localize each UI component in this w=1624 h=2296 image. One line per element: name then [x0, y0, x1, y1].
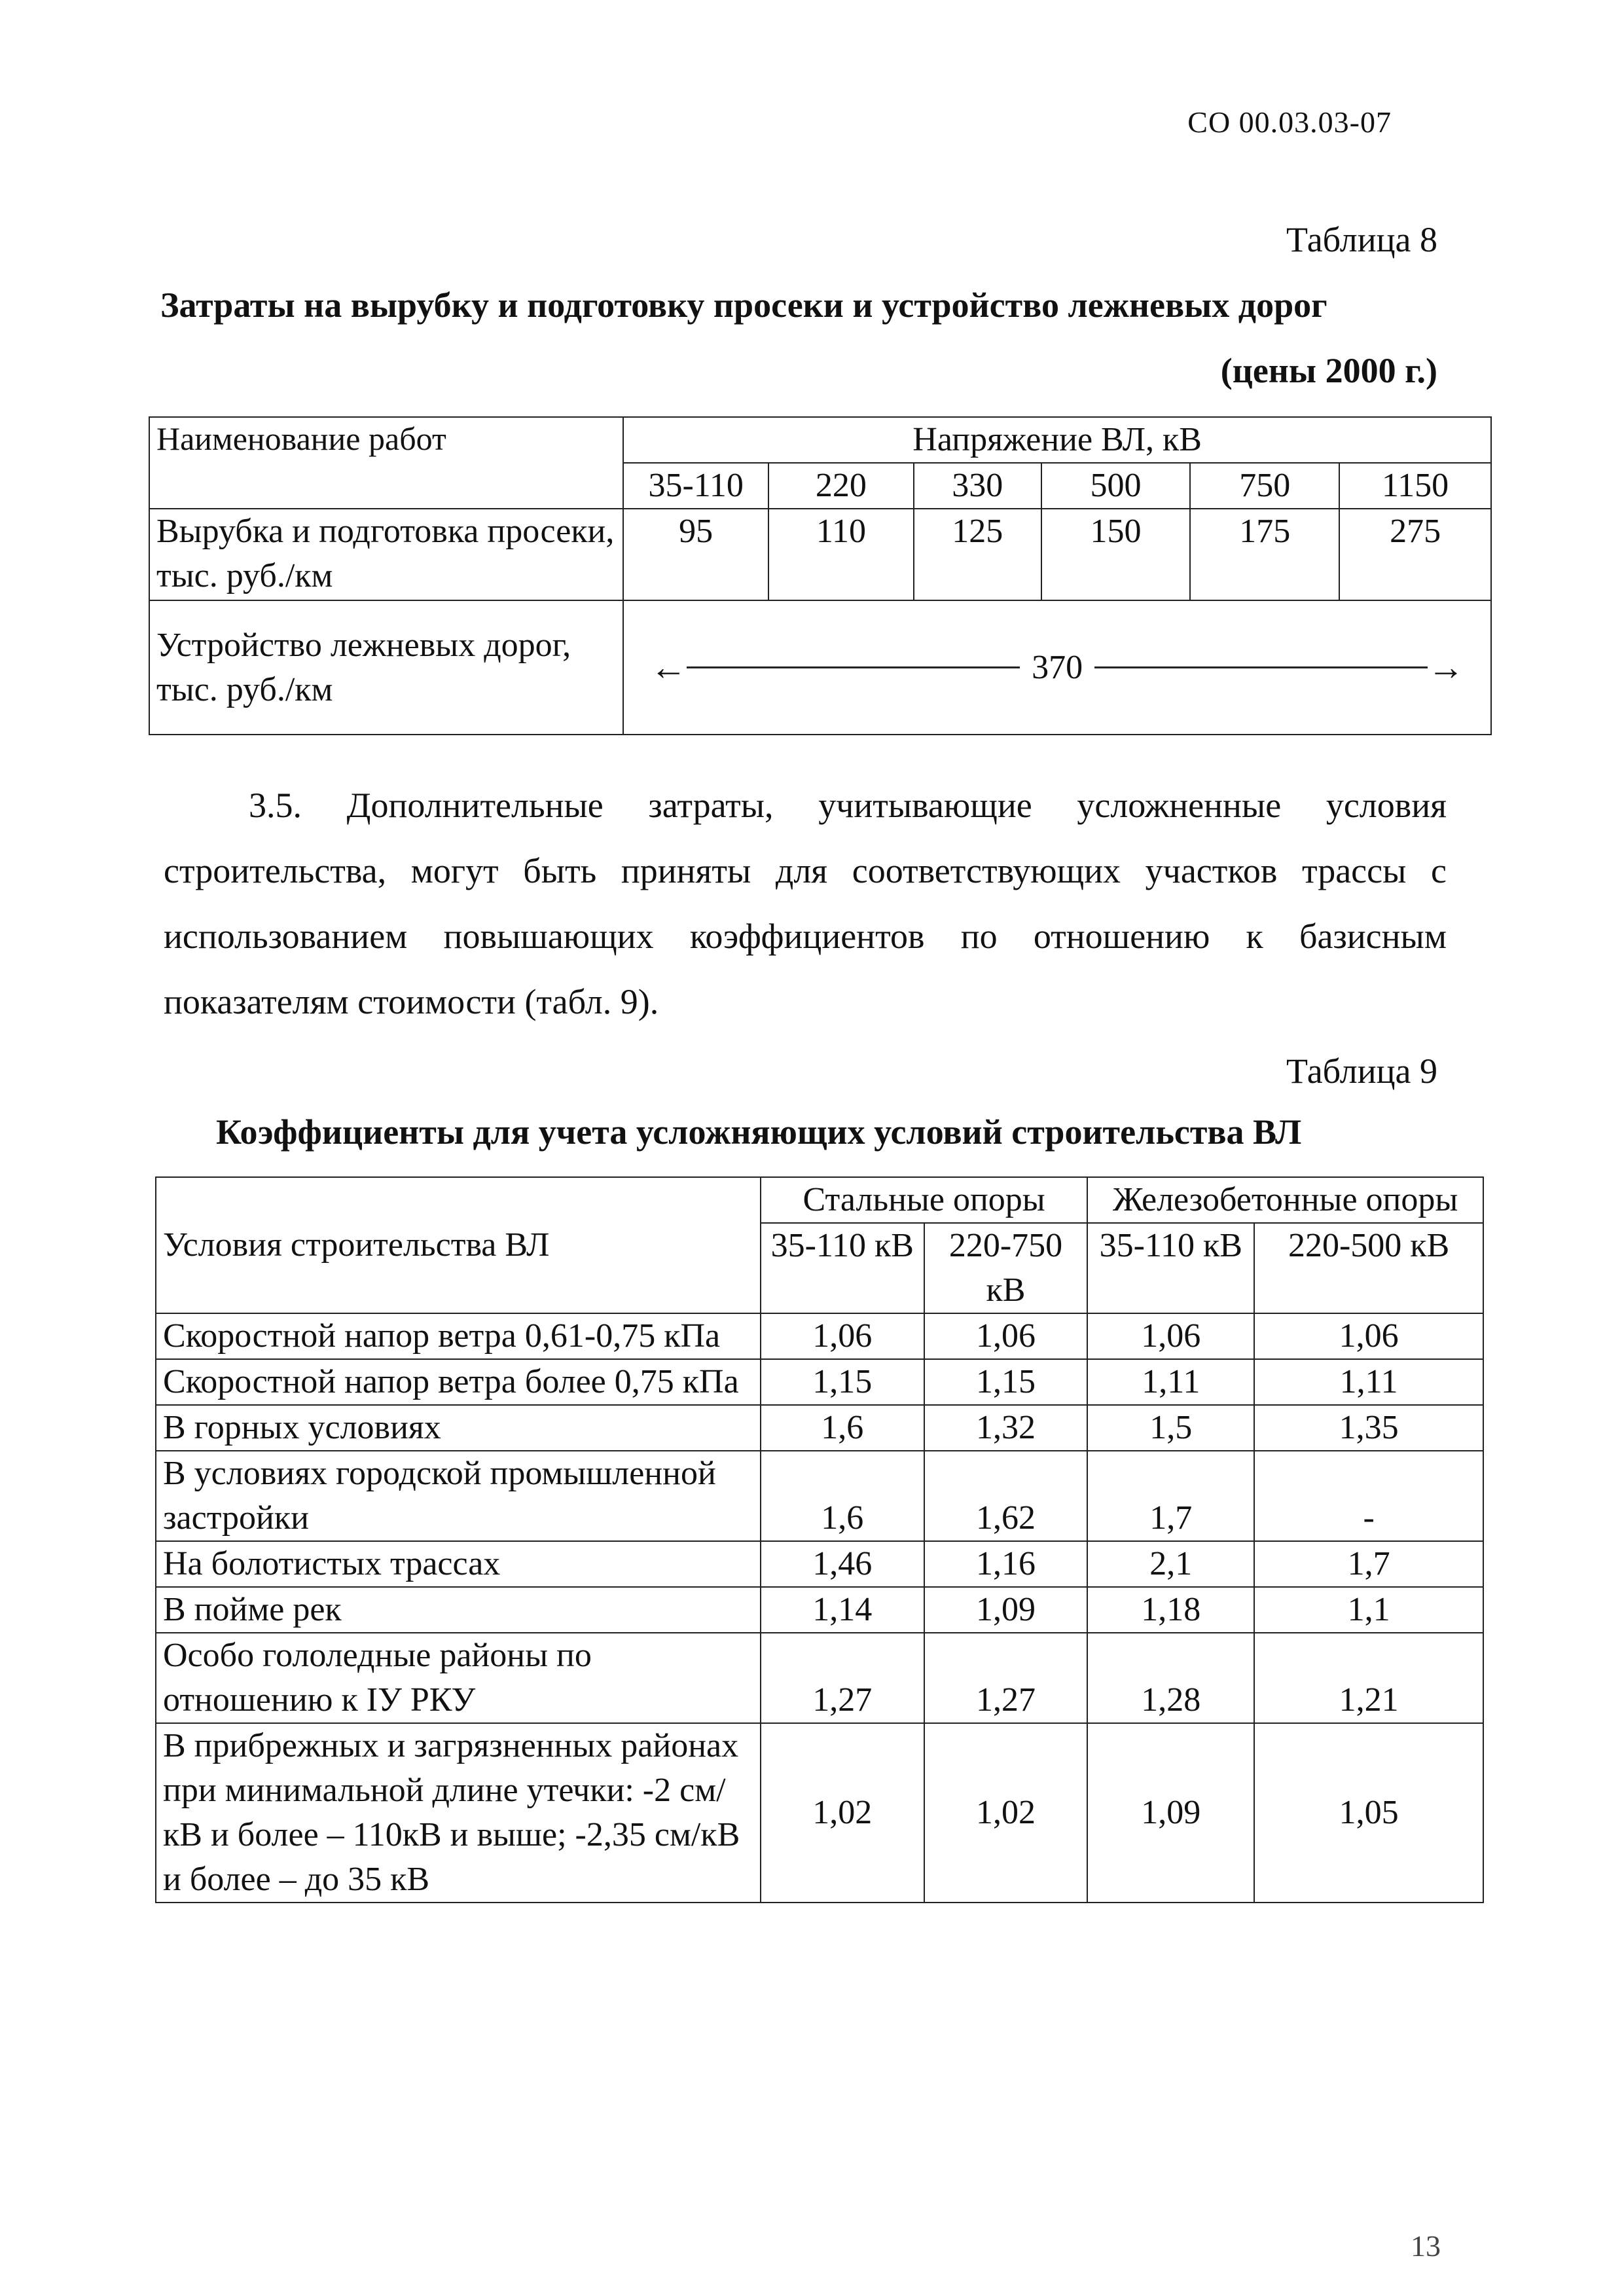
table9-cell: 1,02 [924, 1723, 1088, 1903]
table9-header-steel: Стальные опоры [761, 1177, 1087, 1223]
table8-row1-value: 150 [1041, 509, 1191, 600]
table9-cell: 1,21 [1254, 1633, 1483, 1723]
paragraph-text: 3.5. Дополнительные затраты, учитывающие усложненные условия строительства, могут быть приняты для соответствующих участков трассы с использованием повышающих коэффициентов по отношению к базисным показателям стоимости (табл. 9). [164, 786, 1447, 1021]
arrow-left-icon: ← [650, 647, 687, 688]
table9-cell: 1,35 [1254, 1405, 1483, 1451]
table9-subheader: 220-500 кВ [1254, 1223, 1483, 1313]
table9-row-label: Скоростной напор ветра 0,61-0,75 кПа [156, 1313, 761, 1359]
table9-row-label: Особо гололедные районы по отношению к IУ РКУ [156, 1633, 761, 1723]
table9-cell: 1,11 [1254, 1359, 1483, 1405]
table9-cell: 1,6 [761, 1405, 924, 1451]
table8 [149, 416, 1492, 735]
table8-title: Затраты на вырубку и подготовку просеки и устройство лежневых дорог [160, 285, 1327, 325]
table9-subheader: 35-110 кВ [761, 1223, 924, 1313]
table9-subheader: 35-110 кВ [1087, 1223, 1254, 1313]
table9-row-label: В пойме рек [156, 1587, 761, 1633]
table8-row1-value: 110 [768, 509, 914, 600]
table9-cell: 1,06 [761, 1313, 924, 1359]
table9-cell: 1,7 [1254, 1541, 1483, 1587]
table9-row-label: На болотистых трассах [156, 1541, 761, 1587]
table9-cell: 1,1 [1254, 1587, 1483, 1633]
table9-cell: 1,14 [761, 1587, 924, 1633]
table8-row2-span [623, 600, 1491, 735]
table8-voltage: 1150 [1339, 463, 1491, 509]
table9-cell: 1,02 [761, 1723, 924, 1903]
table8-row1-value: 175 [1190, 509, 1339, 600]
table9-row-label: Скоростной напор ветра более 0,75 кПа [156, 1359, 761, 1405]
table8-header-name: Наименование работ [149, 417, 623, 509]
table9-cell: 1,06 [924, 1313, 1088, 1359]
table8-prices-note: (цены 2000 г.) [1220, 351, 1437, 390]
table9-header-concrete: Железобетонные опоры [1087, 1177, 1483, 1223]
table9-cell: 1,46 [761, 1541, 924, 1587]
table9-cell: 1,7 [1087, 1451, 1254, 1541]
table9-row-label: В горных условиях [156, 1405, 761, 1451]
table9-cell: 1,6 [761, 1451, 924, 1541]
table8-row2-value: 370 [1032, 648, 1083, 686]
table8-voltage: 220 [768, 463, 914, 509]
page-number: 13 [1411, 2229, 1441, 2263]
table9-cell: 1,05 [1254, 1723, 1483, 1903]
arrow-line-right [1094, 666, 1428, 668]
table9-cell: 1,06 [1087, 1313, 1254, 1359]
table8-voltage: 35-110 [623, 463, 768, 509]
table8-voltage: 330 [914, 463, 1041, 509]
paragraph-3-5 [164, 773, 1447, 1034]
table9-cell: 1,18 [1087, 1587, 1254, 1633]
table9-caption: Таблица 9 [1286, 1051, 1437, 1091]
table8-row1-value: 125 [914, 509, 1041, 600]
table9 [155, 1176, 1484, 1903]
table9-cell: 1,62 [924, 1451, 1088, 1541]
table9-cell: 1,15 [761, 1359, 924, 1405]
table8-row1-value: 95 [623, 509, 768, 600]
table8-voltage: 500 [1041, 463, 1191, 509]
table8-header-voltage: Напряжение ВЛ, кВ [623, 417, 1491, 463]
table8-row1-label: Вырубка и подготовка просеки, тыс. руб./км [149, 509, 623, 600]
table9-title: Коэффициенты для учета усложняющих условий строительства ВЛ [216, 1112, 1302, 1152]
table9-subheader: 220-750 кВ [924, 1223, 1088, 1313]
table9-header-conditions: Условия строительства ВЛ [156, 1177, 761, 1313]
table8-row2-label: Устройство лежневых дорог, тыс. руб./км [149, 600, 623, 735]
table9-cell: 1,28 [1087, 1633, 1254, 1723]
table9-cell: 1,11 [1087, 1359, 1254, 1405]
table9-row-label: В условиях городской промышленной застройки [156, 1451, 761, 1541]
table8-caption: Таблица 8 [1286, 220, 1437, 259]
table9-cell: 1,27 [924, 1633, 1088, 1723]
table9-cell: 2,1 [1087, 1541, 1254, 1587]
table9-cell: 1,09 [1087, 1723, 1254, 1903]
document-code: СО 00.03.03-07 [1187, 105, 1392, 139]
arrow-line-left [687, 666, 1020, 668]
table9-cell: 1,16 [924, 1541, 1088, 1587]
table9-row-label: В прибрежных и загрязненных районах при минимальной длине утечки: -2 см/кВ и более – 110кВ и выше; -2,35 см/кВ и более – до 35 кВ [156, 1723, 761, 1903]
table9-cell: 1,32 [924, 1405, 1088, 1451]
table9-cell: 1,06 [1254, 1313, 1483, 1359]
table9-cell: 1,27 [761, 1633, 924, 1723]
table9-cell: 1,5 [1087, 1405, 1254, 1451]
table9-cell: - [1254, 1451, 1483, 1541]
table8-row1-value: 275 [1339, 509, 1491, 600]
table9-cell: 1,09 [924, 1587, 1088, 1633]
table9-cell: 1,15 [924, 1359, 1088, 1405]
table8-voltage: 750 [1190, 463, 1339, 509]
arrow-right-icon: → [1428, 647, 1464, 688]
